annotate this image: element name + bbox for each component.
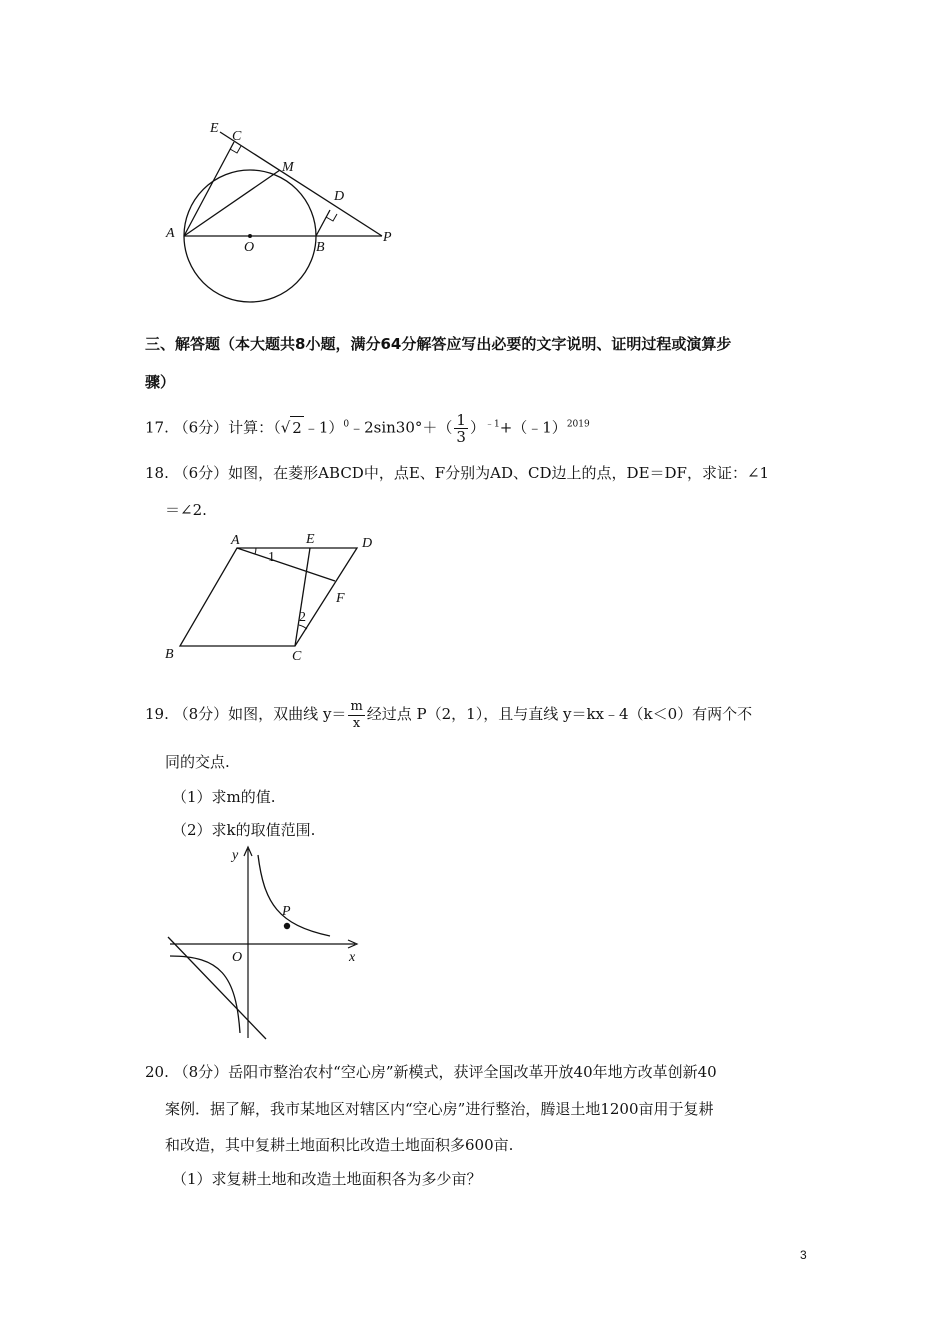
- label-D: D: [362, 536, 373, 551]
- q20-line1: （8分）岳阳市整治农村“空心房”新模式，获评全国改革开放40年地方改革创新40: [173, 1063, 717, 1081]
- label-x: x: [349, 950, 356, 965]
- q18-number: 18.: [145, 464, 169, 482]
- label-B: B: [316, 240, 325, 255]
- hyperbola-figure: [160, 843, 370, 1043]
- q17-p1: （: [273, 418, 281, 437]
- q20-sub1: （1）求复耕土地和改造土地面积各为多少亩？: [172, 1170, 482, 1188]
- label-A: A: [166, 226, 175, 241]
- q17-frac-den: 3: [456, 428, 466, 446]
- q18-line1: （6分）如图，在菱形ABCD中，点E、F分别为AD、CD边上的点，DE＝DF，求证：∠1: [173, 464, 770, 482]
- rhombus-figure: [160, 528, 390, 668]
- q20-line3: 和改造，其中复耕土地面积比改造土地面积多600亩.: [165, 1136, 514, 1154]
- q17-exp-2019: 2019: [566, 419, 590, 430]
- q17-number: 17.: [145, 418, 169, 437]
- label-F: F: [336, 591, 345, 606]
- q17-p2: ﹣1）: [303, 418, 344, 437]
- q19-post: 经过点 P（2，1），且与直线 y＝kx﹣4（k＜0）有两个不: [366, 705, 753, 723]
- label-E: E: [306, 532, 315, 547]
- q18-line2: ＝∠2.: [165, 501, 207, 519]
- q17-sqrt: 2: [290, 416, 304, 439]
- q19-sub2: （2）求k的取值范围.: [172, 821, 316, 839]
- q17-p4: ）: [469, 418, 485, 437]
- label-D: D: [334, 189, 345, 204]
- q19-pre: （8分）如图，双曲线 y＝: [173, 705, 347, 723]
- q19-sub1: （1）求m的值.: [172, 788, 276, 806]
- q17-frac-num: 1: [456, 411, 466, 429]
- label-C: C: [232, 129, 242, 144]
- q20-number: 20.: [145, 1063, 169, 1081]
- q17-fraction: [454, 412, 468, 445]
- label-E: E: [210, 121, 219, 136]
- q17-p3: ﹣2sin30°＋（: [349, 418, 453, 437]
- q17-exp0: 0: [343, 419, 350, 430]
- label-angle-2: 2: [299, 610, 306, 625]
- section-heading: 三、解答题（本大题共8小题，满分64分解答应写出必要的文字说明、证明过程或演算步: [145, 335, 732, 353]
- label-M: M: [282, 160, 294, 175]
- label-angle-1: 1: [268, 550, 275, 565]
- q19-number: 19.: [145, 705, 169, 723]
- question-20: [145, 1062, 717, 1082]
- section-heading-cont: 骤）: [145, 373, 176, 391]
- circle-tangent-figure: [150, 115, 410, 310]
- label-y: y: [232, 848, 239, 863]
- q20-line2: 案例．据了解，我市某地区对辖区内“空心房”进行整治，腾退土地1200亩用于复耕: [165, 1100, 714, 1118]
- label-O: O: [244, 240, 255, 255]
- q17-score: （6分）计算：: [173, 418, 274, 437]
- q17-exp-neg1: ﹣1: [484, 419, 500, 430]
- q19-frac-den: x: [352, 715, 361, 731]
- question-19: [145, 694, 752, 734]
- question-18: [145, 463, 769, 483]
- label-B: B: [165, 647, 174, 662]
- label-P: P: [282, 904, 291, 919]
- label-C: C: [292, 649, 302, 664]
- page-number: 3: [800, 1248, 807, 1262]
- label-O: O: [232, 950, 243, 965]
- q19-fraction: [348, 699, 364, 732]
- label-P: P: [383, 230, 392, 245]
- question-17: 17. （6分）计算：（√ 2 ﹣1）$^0$﹣2sin30°＋（ $\frac{1}{3}$ ）$^{﹣1}$+（﹣1）$^{2019}$: [145, 411, 590, 446]
- label-A: A: [231, 533, 240, 548]
- q19-line2: 同的交点.: [165, 753, 230, 771]
- q19-frac-num: m: [350, 698, 363, 714]
- q17-p5: +（﹣1）: [499, 418, 567, 437]
